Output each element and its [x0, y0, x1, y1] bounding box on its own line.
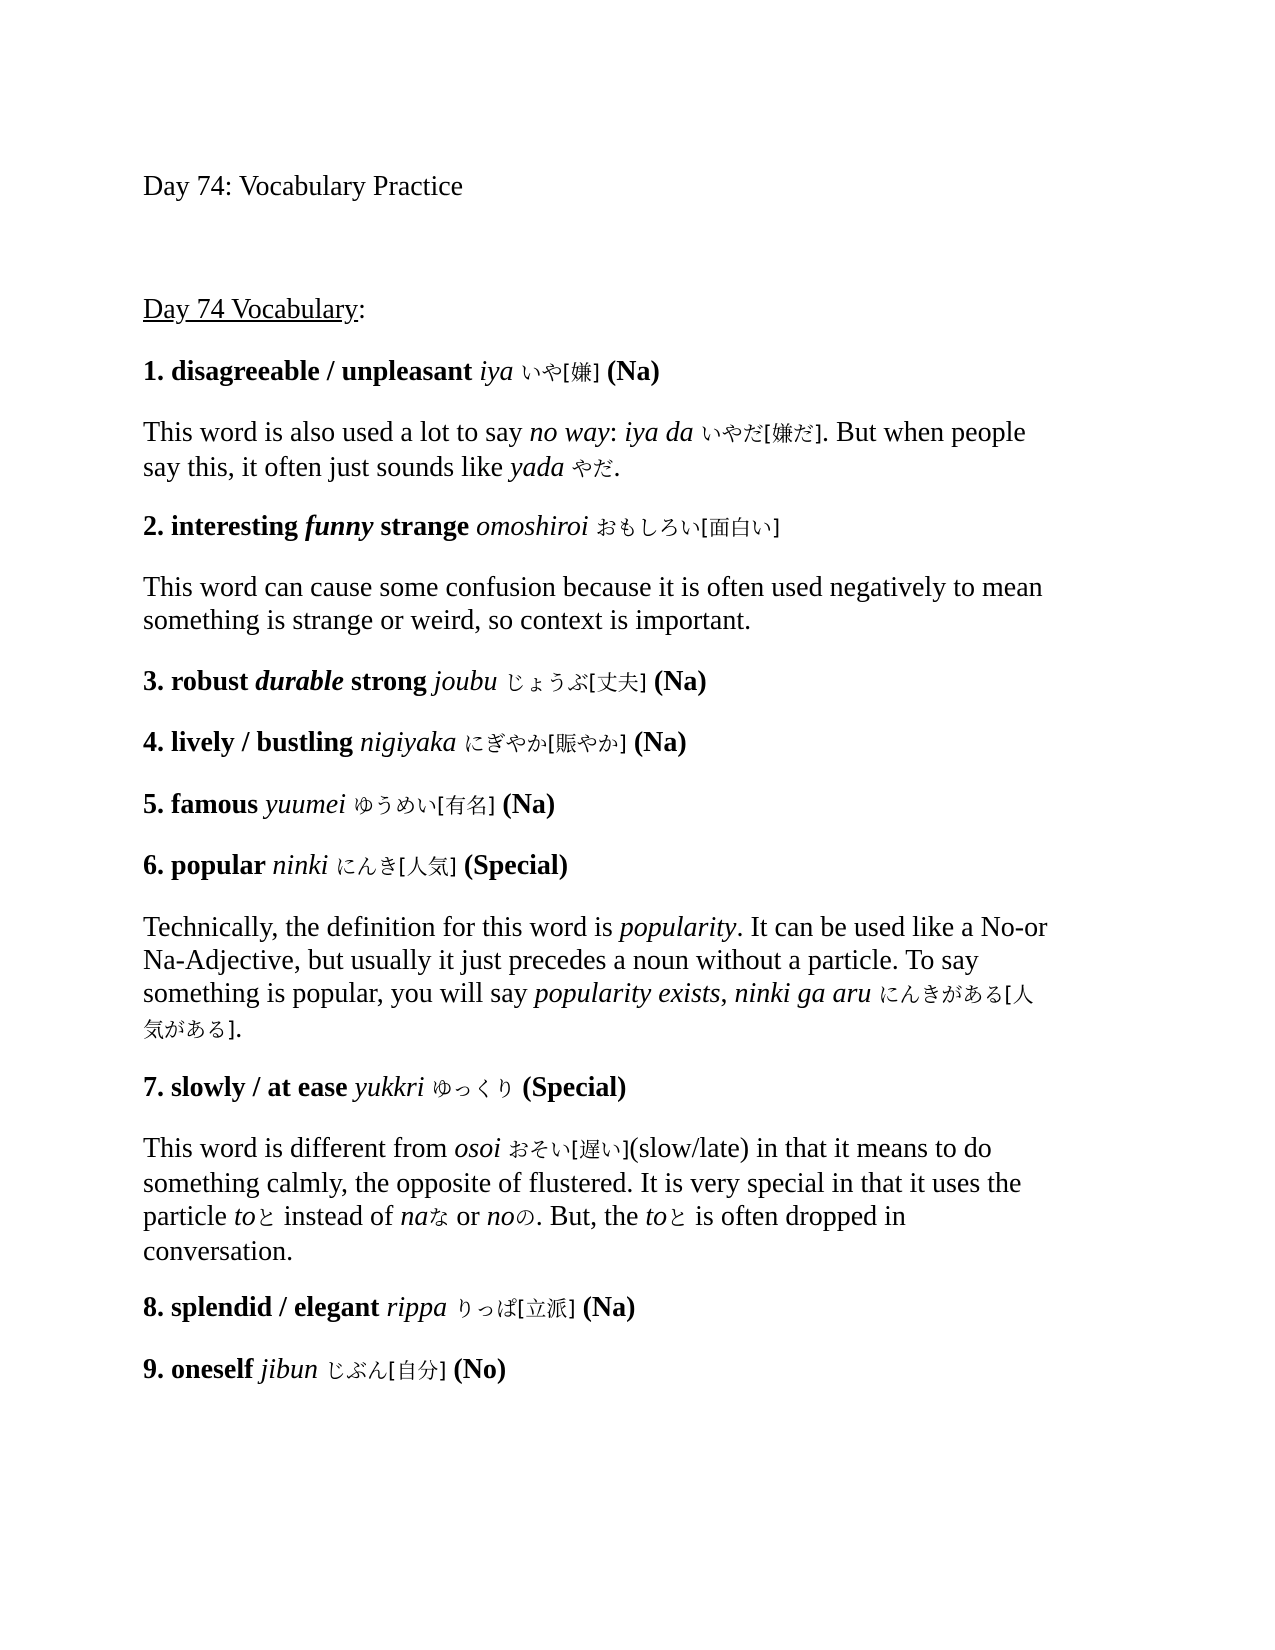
note-text: , [720, 978, 735, 1009]
note-text: instead of [276, 1201, 401, 1232]
item-tag: (Special) [522, 1072, 627, 1103]
note-kana: と [255, 1206, 277, 1230]
note-item-1 [143, 416, 1133, 486]
item-english: strange [380, 511, 470, 542]
vocab-item-5 [143, 788, 555, 823]
note-kana: 気がある] [143, 1018, 236, 1042]
item-romaji: joubu [433, 666, 498, 697]
note-kana: やだ [571, 457, 614, 481]
note-italic: yada [510, 452, 565, 483]
item-romaji: omoshiroi [476, 511, 589, 542]
item-english: oneself [171, 1354, 254, 1385]
note-kana: にんきがある[人 [878, 983, 1034, 1007]
item-number: 8. [143, 1292, 164, 1323]
item-romaji: jibun [260, 1354, 318, 1385]
item-romaji: ninki [272, 850, 329, 881]
item-number: 5. [143, 789, 164, 820]
note-line [143, 416, 1133, 451]
item-kana: ゆっくり [431, 1077, 516, 1101]
item-number: 2. [143, 511, 164, 542]
item-english: disagreeable / unpleasant [171, 356, 473, 387]
note-italic: ninki ga aru [734, 978, 872, 1009]
item-english: lively / bustling [171, 727, 354, 758]
note-item-6 [143, 911, 1133, 1047]
vocab-item-3 [143, 665, 707, 700]
note-text: . [235, 1013, 243, 1044]
note-text: Technically, the definition for this word is [143, 912, 620, 943]
note-italic: osoi [454, 1133, 501, 1164]
note-italic: iya da [624, 417, 694, 448]
item-english: strong [350, 666, 427, 697]
note-item-7 [143, 1132, 1133, 1268]
note-text: say this, it often just sounds like [143, 452, 511, 483]
item-tag: (Na) [582, 1292, 636, 1323]
item-number: 3. [143, 666, 164, 697]
note-text: or [449, 1201, 487, 1232]
note-text: . [613, 452, 621, 483]
item-english: slowly / at ease [171, 1072, 348, 1103]
item-romaji: yukkri [354, 1072, 425, 1103]
note-italic: no [486, 1201, 515, 1232]
item-kana: ゆうめい[有名] [352, 794, 496, 818]
item-kana: りっぱ[立派] [454, 1297, 576, 1321]
item-tag: (Na) [633, 727, 687, 758]
note-italic: to [645, 1201, 668, 1232]
note-text: This word is different from [143, 1133, 455, 1164]
vocab-item-8 [143, 1291, 635, 1326]
vocab-item-7 [143, 1071, 627, 1106]
note-kana: と [667, 1206, 689, 1230]
note-italic: to [233, 1201, 256, 1232]
note-kana: な [428, 1206, 450, 1230]
note-italic: no way [529, 417, 610, 448]
note-text: something is popular, you will say [143, 978, 535, 1009]
item-kana: おもしろい[面白い] [595, 516, 781, 540]
item-english: popular [171, 850, 266, 881]
note-line [143, 1012, 1133, 1047]
item-tag: (Na) [502, 789, 556, 820]
note-italic: na [400, 1201, 429, 1232]
note-text: This word is also used a lot to say [143, 417, 530, 448]
note-line: something calmly, the opposite of flustered. It is very special in that it uses the [143, 1168, 1022, 1199]
item-number: 9. [143, 1354, 164, 1385]
item-kana: いや[嫌] [520, 361, 600, 385]
vocab-item-6 [143, 849, 568, 884]
note-text: . But, the [535, 1201, 646, 1232]
item-kana: にんき[人気] [335, 855, 457, 879]
vocab-item-2 [143, 510, 780, 545]
item-tag: (No) [453, 1354, 507, 1385]
note-italic: popularity [619, 912, 737, 943]
item-english-italic: funny [305, 511, 374, 542]
vocab-item-9 [143, 1353, 506, 1388]
item-english: interesting [171, 511, 299, 542]
note-kana: いやだ[嫌だ] [700, 422, 823, 446]
note-line: This word can cause some confusion because it is often used negatively to mean [143, 572, 1043, 603]
section-heading [143, 293, 366, 326]
item-kana: じょうぶ[丈夫] [504, 671, 647, 695]
note-line: conversation. [143, 1236, 294, 1267]
note-text: is often dropped in [688, 1201, 906, 1232]
note-text: : [609, 417, 625, 448]
item-english-italic: durable [255, 666, 344, 697]
item-romaji: yuumei [265, 789, 346, 820]
note-text: (slow/late) in that it means to do [629, 1133, 992, 1164]
item-kana: にぎやか[賑やか] [463, 732, 627, 756]
item-tag: (Na) [606, 356, 660, 387]
section-heading-text: Day 74 Vocabulary [143, 294, 359, 325]
note-kana: の [514, 1206, 536, 1230]
note-kana: おそい[遅い] [508, 1138, 630, 1162]
item-tag: (Na) [653, 666, 707, 697]
item-romaji: rippa [386, 1292, 448, 1323]
note-line [143, 1132, 1133, 1167]
vocab-item-4 [143, 726, 687, 761]
item-english: robust [171, 666, 249, 697]
item-number: 7. [143, 1072, 164, 1103]
item-number: 6. [143, 850, 164, 881]
note-line: something is strange or weird, so context is important. [143, 605, 752, 636]
vocab-item-1 [143, 355, 660, 390]
item-english: famous [171, 789, 259, 820]
item-romaji: iya [479, 356, 514, 387]
note-item-2 [143, 571, 1133, 637]
note-text: . But when people [822, 417, 1026, 448]
note-text: particle [143, 1201, 234, 1232]
note-line [143, 451, 1133, 486]
item-number: 4. [143, 727, 164, 758]
item-kana: じぶん[自分] [325, 1359, 447, 1383]
note-line [143, 911, 1133, 944]
note-line [143, 1200, 1133, 1235]
item-number: 1. [143, 356, 164, 387]
note-text: . It can be used like a No-or [736, 912, 1048, 943]
note-line [143, 977, 1133, 1012]
note-italic: popularity exists [534, 978, 721, 1009]
item-romaji: nigiyaka [360, 727, 457, 758]
section-heading-colon: : [358, 294, 366, 325]
item-english: splendid / elegant [171, 1292, 380, 1323]
document-title: Day 74: Vocabulary Practice [143, 171, 464, 202]
note-line: Na-Adjective, but usually it just precedes a noun without a particle. To say [143, 945, 979, 976]
item-tag: (Special) [463, 850, 569, 881]
